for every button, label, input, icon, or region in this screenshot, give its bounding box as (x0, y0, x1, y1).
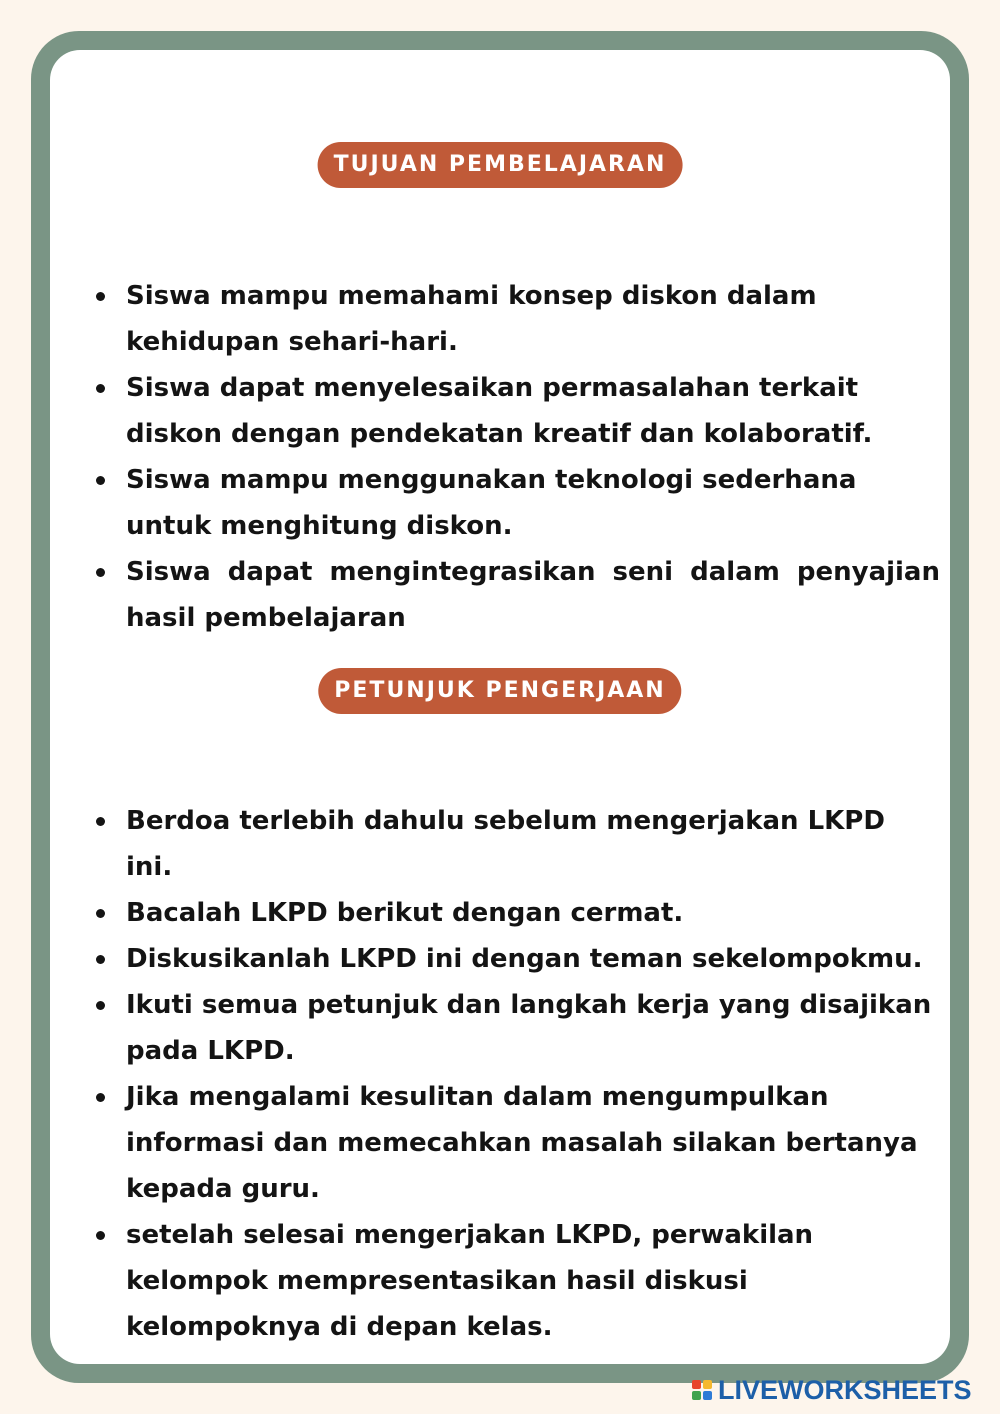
list-item (88, 936, 940, 982)
list-item-text: Ikuti semua petunjuk dan langkah kerja yang disajikan pada LKPD. (126, 990, 932, 1066)
list-item-text: Siswa mampu menggunakan teknologi sederhana untuk menghitung diskon. (126, 465, 857, 541)
bullet-icon (96, 1001, 105, 1010)
bullet-icon (96, 955, 105, 964)
bullet-icon (96, 384, 105, 393)
watermark-text: LIVEWORKSHEETS (718, 1374, 972, 1405)
list-item-text: Siswa dapat menyelesaikan permasalahan terkait diskon dengan pendekatan kreatif dan kolaboratif. (126, 373, 873, 449)
list-item-text: Jika mengalami kesulitan dalam mengumpulkan informasi dan memecahkan masalah silakan bertanya kepada guru. (126, 1082, 918, 1204)
list-item (88, 798, 940, 890)
list-item (88, 1212, 940, 1350)
list-item (88, 890, 940, 936)
list-item-text: Berdoa terlebih dahulu sebelum mengerjakan LKPD ini. (126, 806, 885, 882)
watermark (692, 1375, 972, 1405)
bullet-icon (96, 1231, 105, 1240)
liveworksheets-logo-icon (692, 1380, 712, 1400)
content-card (50, 50, 950, 1364)
list-item-text: Siswa mampu memahami konsep diskon dalam kehidupan sehari-hari. (126, 281, 817, 357)
list-item (88, 273, 940, 365)
list-item-text: Diskusikanlah LKPD ini dengan teman sekelompokmu. (126, 944, 923, 974)
section-heading-tujuan: TUJUAN PEMBELAJARAN (318, 142, 683, 188)
list-item (88, 1074, 940, 1212)
bullet-icon (96, 1093, 105, 1102)
bullet-icon (96, 817, 105, 826)
list-item (88, 549, 940, 641)
list-item (88, 457, 940, 549)
list-item (88, 982, 940, 1074)
bullet-icon (96, 909, 105, 918)
section-heading-petunjuk: PETUNJUK PENGERJAAN (318, 668, 681, 714)
bullet-icon (96, 568, 105, 577)
bullet-icon (96, 476, 105, 485)
learning-objectives-list (88, 273, 940, 641)
list-item-text: setelah selesai mengerjakan LKPD, perwakilan kelompok mempresentasikan hasil diskusi kelompoknya di depan kelas. (126, 1220, 814, 1342)
bullet-icon (96, 292, 105, 301)
list-item-text: Bacalah LKPD berikut dengan cermat. (126, 898, 684, 928)
list-item-text: Siswa dapat mengintegrasikan seni dalam penyajian hasil pembelajaran (126, 557, 940, 633)
list-item (88, 365, 940, 457)
instructions-list (88, 798, 940, 1350)
